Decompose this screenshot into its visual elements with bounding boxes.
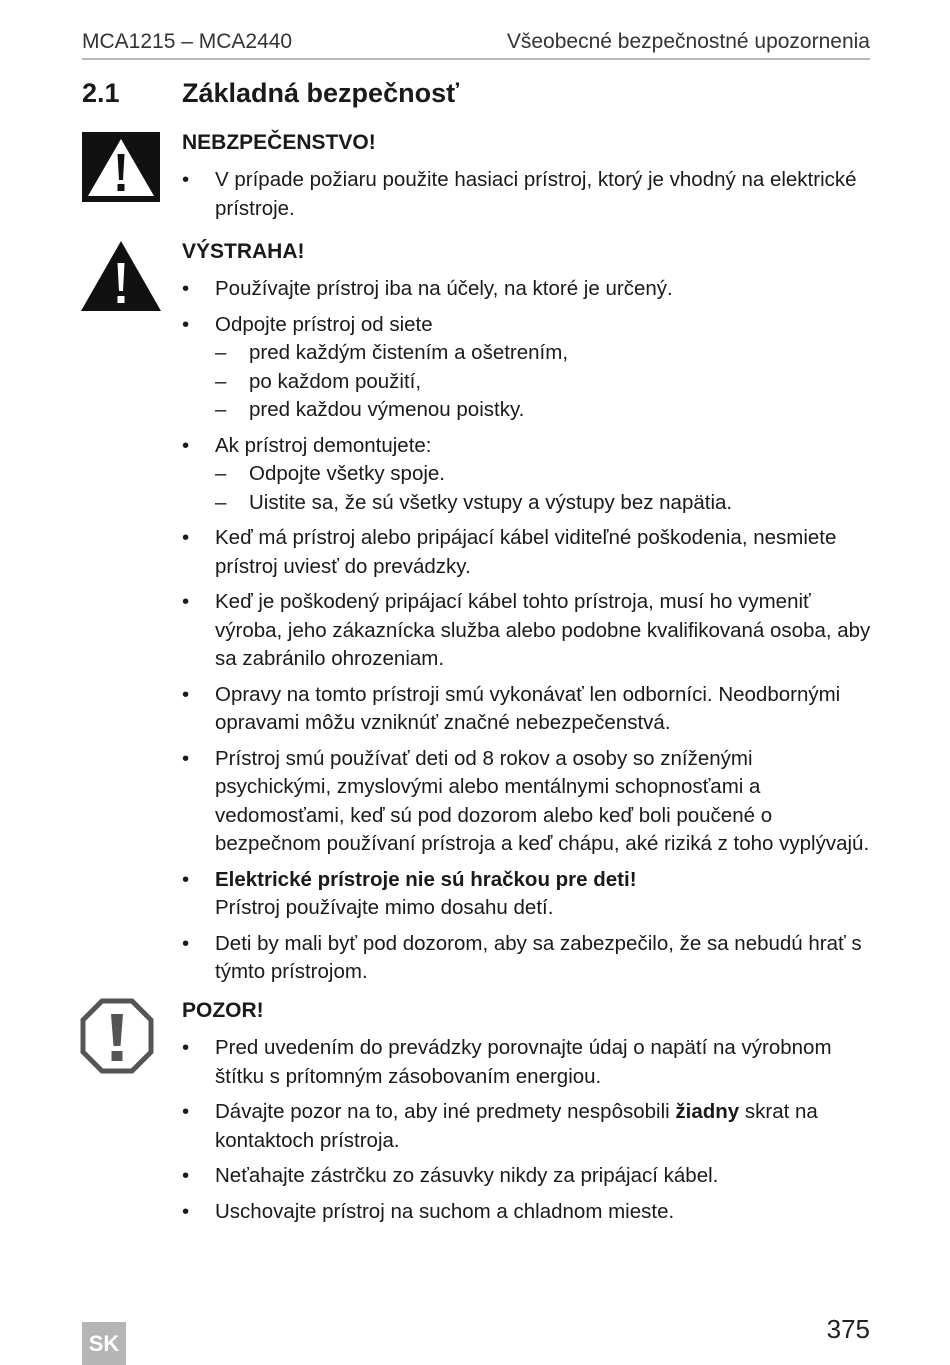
list-item: • Deti by mali byť pod dozorom, aby sa zabezpečilo, že sa nebudú hrať s týmto prístrojom. (182, 930, 872, 987)
header-product: MCA1215 – MCA2440 (82, 30, 293, 53)
caution-list (182, 1034, 872, 1226)
section-title: Základná bezpečnosť (182, 78, 460, 108)
section-number: 2.1 (82, 78, 120, 108)
header-chapter: Všeobecné bezpečnostné upozornenia (506, 30, 870, 53)
danger-heading: NEBZPEČENSTVO! (182, 131, 376, 154)
list-item: • Keď je poškodený pripájací kábel tohto prístroja, musí ho vymeniť výroba, jeho zákaznícka služba alebo podobne kvalifikovaná osoba, aby sa zabránilo ohrozeniam. (182, 588, 872, 674)
list-item: • Ak prístroj demontujete: – Odpojte všetky spoje. – Uistite sa, že sú všetky vstupy a výstupy bez napätia. (182, 432, 872, 518)
sub-item: – pred každou výmenou poistky. (215, 396, 872, 425)
list-item (182, 866, 872, 923)
caution-block (182, 998, 872, 1233)
list-item: • Pred uvedením do prevádzky porovnajte údaj o napätí na výrobnom štítku s prítomným zásobovaním energiou. (182, 1034, 872, 1091)
warning-block (182, 239, 872, 994)
list-item: • Odpojte prístroj od siete – pred každým čistením a ošetrením, – po každom použití, – pred každou výmenou poistky. (182, 311, 872, 425)
warning-heading: VÝSTRAHA! (182, 240, 305, 263)
sub-item: – Uistite sa, že sú všetky vstupy a výstupy bez napätia. (215, 489, 872, 518)
warning-triangle-icon (82, 132, 160, 202)
caution-heading: POZOR! (182, 999, 264, 1022)
list-item: • V prípade požiaru použite hasiaci prístroj, ktorý je vhodný na elektrické prístroje. (182, 166, 872, 223)
sub-item: – pred každým čistením a ošetrením, (215, 339, 872, 368)
sub-list (215, 339, 872, 425)
danger-list (182, 166, 872, 223)
sub-list (215, 460, 872, 517)
language-tab: SK (82, 1322, 126, 1365)
page-number: 375 (826, 1314, 870, 1344)
list-item: • Opravy na tomto prístroji smú vykonávať len odborníci. Neodbornými opravami môžu vzniknúť značné nebezpečenstvá. (182, 681, 872, 738)
list-item: • Uschovajte prístroj na suchom a chladnom mieste. (182, 1198, 872, 1227)
sub-item: – po každom použití, (215, 368, 872, 397)
warning-triangle-icon (80, 239, 162, 313)
danger-block (182, 130, 872, 230)
warning-list (182, 275, 872, 987)
list-item: • Keď má prístroj alebo pripájací kábel viditeľné poškodenia, nesmiete prístroj uviesť do prevádzky. (182, 524, 872, 581)
list-item: • Neťahajte zástrčku zo zásuvky nikdy za pripájací kábel. (182, 1162, 872, 1191)
children-warning-bold: Elektrické prístroje nie sú hračkou pre deti! (215, 867, 637, 891)
children-warning-note: Prístroj používajte mimo dosahu detí. (215, 896, 554, 919)
list-item: • Prístroj smú používať deti od 8 rokov a osoby so zníženými psychickými, zmyslovými alebo mentálnymi schopnosťami a vedomosťami, keď sú pod dozorom alebo keď boli poučené o bezpečnom používaní prístroja a keď chápu, aké riziká z toho vyplývajú. (182, 745, 872, 859)
list-item: • Používajte prístroj iba na účely, na ktoré je určený. (182, 275, 872, 304)
page-header (82, 28, 870, 60)
caution-octagon-icon (80, 998, 154, 1074)
sub-item: – Odpojte všetky spoje. (215, 460, 872, 489)
list-item: • Dávajte pozor na to, aby iné predmety nespôsobili žiadny skrat na kontaktoch prístroja. (182, 1098, 872, 1155)
